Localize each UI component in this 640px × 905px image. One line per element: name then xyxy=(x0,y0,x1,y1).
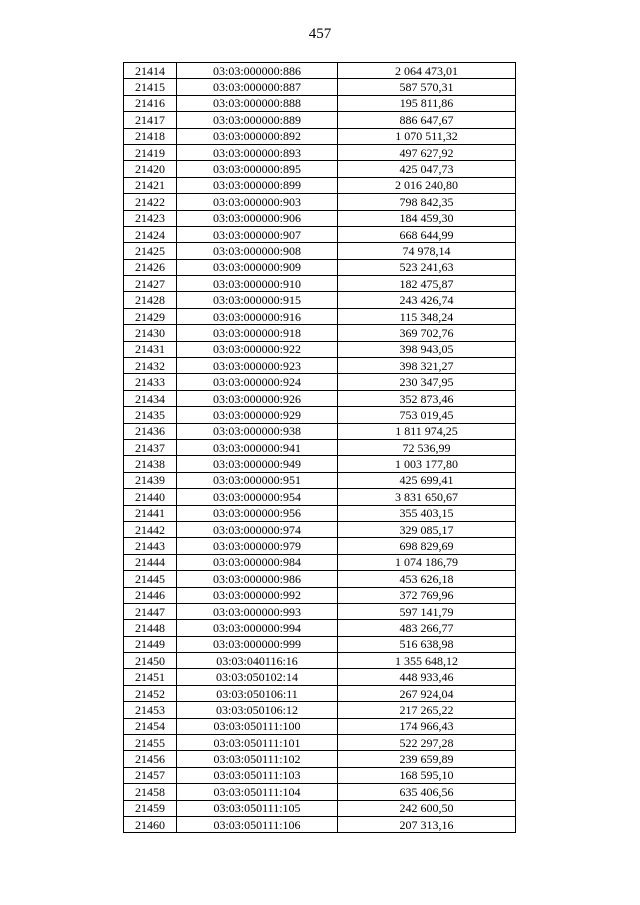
table-row xyxy=(124,194,516,210)
table-row xyxy=(124,636,516,652)
row-number-cell: 21459 xyxy=(124,800,177,816)
value-cell: 1 074 186,79 xyxy=(338,554,516,570)
table-row xyxy=(124,784,516,800)
value-cell: 74 978,14 xyxy=(338,243,516,259)
row-number-cell: 21458 xyxy=(124,784,177,800)
row-number-cell: 21444 xyxy=(124,554,177,570)
value-cell: 398 943,05 xyxy=(338,341,516,357)
value-cell: 242 600,50 xyxy=(338,800,516,816)
table-row xyxy=(124,472,516,488)
table-row xyxy=(124,161,516,177)
data-table xyxy=(123,62,516,833)
cadastral-number-cell: 03:03:000000:956 xyxy=(177,505,338,521)
row-number-cell: 21428 xyxy=(124,292,177,308)
cadastral-number-cell: 03:03:050111:105 xyxy=(177,800,338,816)
table-row xyxy=(124,816,516,832)
cadastral-number-cell: 03:03:050106:12 xyxy=(177,702,338,718)
table-row xyxy=(124,79,516,95)
value-cell: 230 347,95 xyxy=(338,374,516,390)
value-cell: 1 003 177,80 xyxy=(338,456,516,472)
table-row xyxy=(124,95,516,111)
value-cell: 72 536,99 xyxy=(338,439,516,455)
cadastral-number-cell: 03:03:000000:992 xyxy=(177,587,338,603)
cadastral-number-cell: 03:03:050111:102 xyxy=(177,751,338,767)
value-cell: 243 426,74 xyxy=(338,292,516,308)
table-row xyxy=(124,407,516,423)
table-row xyxy=(124,325,516,341)
cadastral-number-cell: 03:03:000000:999 xyxy=(177,636,338,652)
row-number-cell: 21426 xyxy=(124,259,177,275)
value-cell: 217 265,22 xyxy=(338,702,516,718)
cadastral-number-cell: 03:03:000000:899 xyxy=(177,177,338,193)
table-row xyxy=(124,243,516,259)
row-number-cell: 21441 xyxy=(124,505,177,521)
cadastral-number-cell: 03:03:000000:908 xyxy=(177,243,338,259)
value-cell: 182 475,87 xyxy=(338,276,516,292)
table-row xyxy=(124,554,516,570)
value-cell: 3 831 650,67 xyxy=(338,489,516,505)
value-cell: 587 570,31 xyxy=(338,79,516,95)
cadastral-number-cell: 03:03:000000:892 xyxy=(177,128,338,144)
cadastral-number-cell: 03:03:000000:954 xyxy=(177,489,338,505)
value-cell: 886 647,67 xyxy=(338,112,516,128)
value-cell: 2 016 240,80 xyxy=(338,177,516,193)
cadastral-number-cell: 03:03:000000:916 xyxy=(177,308,338,324)
value-cell: 2 064 473,01 xyxy=(338,63,516,79)
cadastral-number-cell: 03:03:050106:11 xyxy=(177,685,338,701)
value-cell: 398 321,27 xyxy=(338,358,516,374)
cadastral-number-cell: 03:03:000000:994 xyxy=(177,620,338,636)
row-number-cell: 21423 xyxy=(124,210,177,226)
row-number-cell: 21434 xyxy=(124,390,177,406)
cadastral-number-cell: 03:03:050111:104 xyxy=(177,784,338,800)
cadastral-number-cell: 03:03:050111:106 xyxy=(177,816,338,832)
table-row xyxy=(124,603,516,619)
row-number-cell: 21437 xyxy=(124,439,177,455)
row-number-cell: 21454 xyxy=(124,718,177,734)
cadastral-number-cell: 03:03:000000:951 xyxy=(177,472,338,488)
row-number-cell: 21429 xyxy=(124,308,177,324)
table-row xyxy=(124,489,516,505)
value-cell: 483 266,77 xyxy=(338,620,516,636)
value-cell: 798 842,35 xyxy=(338,194,516,210)
table-row xyxy=(124,292,516,308)
row-number-cell: 21415 xyxy=(124,79,177,95)
page-number: 457 xyxy=(308,26,332,42)
table-row xyxy=(124,669,516,685)
table-body xyxy=(124,63,516,833)
row-number-cell: 21452 xyxy=(124,685,177,701)
value-cell: 497 627,92 xyxy=(338,144,516,160)
value-cell: 635 406,56 xyxy=(338,784,516,800)
cadastral-number-cell: 03:03:050111:103 xyxy=(177,767,338,783)
row-number-cell: 21455 xyxy=(124,735,177,751)
table-row xyxy=(124,505,516,521)
row-number-cell: 21447 xyxy=(124,603,177,619)
table-row xyxy=(124,587,516,603)
cadastral-number-cell: 03:03:000000:886 xyxy=(177,63,338,79)
row-number-cell: 21421 xyxy=(124,177,177,193)
value-cell: 522 297,28 xyxy=(338,735,516,751)
table-row xyxy=(124,177,516,193)
cadastral-number-cell: 03:03:050111:101 xyxy=(177,735,338,751)
row-number-cell: 21436 xyxy=(124,423,177,439)
cadastral-number-cell: 03:03:000000:923 xyxy=(177,358,338,374)
cadastral-number-cell: 03:03:000000:918 xyxy=(177,325,338,341)
value-cell: 195 811,86 xyxy=(338,95,516,111)
row-number-cell: 21424 xyxy=(124,226,177,242)
cadastral-number-cell: 03:03:000000:922 xyxy=(177,341,338,357)
row-number-cell: 21450 xyxy=(124,653,177,669)
cadastral-number-cell: 03:03:000000:941 xyxy=(177,439,338,455)
table-row xyxy=(124,358,516,374)
table-row xyxy=(124,521,516,537)
value-cell: 369 702,76 xyxy=(338,325,516,341)
value-cell: 698 829,69 xyxy=(338,538,516,554)
row-number-cell: 21451 xyxy=(124,669,177,685)
row-number-cell: 21449 xyxy=(124,636,177,652)
table-row xyxy=(124,653,516,669)
value-cell: 329 085,17 xyxy=(338,521,516,537)
row-number-cell: 21427 xyxy=(124,276,177,292)
cadastral-number-cell: 03:03:000000:974 xyxy=(177,521,338,537)
row-number-cell: 21432 xyxy=(124,358,177,374)
table-row xyxy=(124,226,516,242)
row-number-cell: 21417 xyxy=(124,112,177,128)
table-row xyxy=(124,112,516,128)
cadastral-number-cell: 03:03:050111:100 xyxy=(177,718,338,734)
cadastral-number-cell: 03:03:000000:949 xyxy=(177,456,338,472)
row-number-cell: 21442 xyxy=(124,521,177,537)
table-row xyxy=(124,800,516,816)
table-row xyxy=(124,685,516,701)
table-row xyxy=(124,210,516,226)
value-cell: 753 019,45 xyxy=(338,407,516,423)
value-cell: 1 070 511,32 xyxy=(338,128,516,144)
cadastral-number-cell: 03:03:000000:907 xyxy=(177,226,338,242)
value-cell: 355 403,15 xyxy=(338,505,516,521)
value-cell: 267 924,04 xyxy=(338,685,516,701)
cadastral-number-cell: 03:03:000000:909 xyxy=(177,259,338,275)
value-cell: 1 811 974,25 xyxy=(338,423,516,439)
value-cell: 184 459,30 xyxy=(338,210,516,226)
table-row xyxy=(124,259,516,275)
row-number-cell: 21435 xyxy=(124,407,177,423)
table-row xyxy=(124,439,516,455)
value-cell: 372 769,96 xyxy=(338,587,516,603)
row-number-cell: 21453 xyxy=(124,702,177,718)
row-number-cell: 21416 xyxy=(124,95,177,111)
row-number-cell: 21419 xyxy=(124,144,177,160)
row-number-cell: 21456 xyxy=(124,751,177,767)
row-number-cell: 21425 xyxy=(124,243,177,259)
cadastral-number-cell: 03:03:000000:915 xyxy=(177,292,338,308)
value-cell: 453 626,18 xyxy=(338,571,516,587)
cadastral-number-cell: 03:03:000000:903 xyxy=(177,194,338,210)
row-number-cell: 21431 xyxy=(124,341,177,357)
table-row xyxy=(124,276,516,292)
row-number-cell: 21420 xyxy=(124,161,177,177)
cadastral-number-cell: 03:03:000000:924 xyxy=(177,374,338,390)
row-number-cell: 21457 xyxy=(124,767,177,783)
row-number-cell: 21439 xyxy=(124,472,177,488)
row-number-cell: 21430 xyxy=(124,325,177,341)
table-row xyxy=(124,767,516,783)
cadastral-number-cell: 03:03:000000:889 xyxy=(177,112,338,128)
table-row xyxy=(124,538,516,554)
cadastral-number-cell: 03:03:000000:895 xyxy=(177,161,338,177)
cadastral-number-cell: 03:03:000000:888 xyxy=(177,95,338,111)
cadastral-number-cell: 03:03:000000:893 xyxy=(177,144,338,160)
value-cell: 174 966,43 xyxy=(338,718,516,734)
value-cell: 523 241,63 xyxy=(338,259,516,275)
cadastral-number-cell: 03:03:000000:887 xyxy=(177,79,338,95)
table-row xyxy=(124,63,516,79)
row-number-cell: 21445 xyxy=(124,571,177,587)
table-row xyxy=(124,308,516,324)
table-row xyxy=(124,341,516,357)
row-number-cell: 21422 xyxy=(124,194,177,210)
cadastral-number-cell: 03:03:000000:906 xyxy=(177,210,338,226)
value-cell: 668 644,99 xyxy=(338,226,516,242)
value-cell: 516 638,98 xyxy=(338,636,516,652)
cadastral-number-cell: 03:03:000000:938 xyxy=(177,423,338,439)
row-number-cell: 21460 xyxy=(124,816,177,832)
value-cell: 1 355 648,12 xyxy=(338,653,516,669)
value-cell: 352 873,46 xyxy=(338,390,516,406)
value-cell: 425 047,73 xyxy=(338,161,516,177)
cadastral-number-cell: 03:03:000000:929 xyxy=(177,407,338,423)
table-row xyxy=(124,751,516,767)
table-row xyxy=(124,128,516,144)
row-number-cell: 21443 xyxy=(124,538,177,554)
cadastral-number-cell: 03:03:000000:993 xyxy=(177,603,338,619)
cadastral-number-cell: 03:03:000000:984 xyxy=(177,554,338,570)
value-cell: 168 595,10 xyxy=(338,767,516,783)
row-number-cell: 21448 xyxy=(124,620,177,636)
cadastral-number-cell: 03:03:050102:14 xyxy=(177,669,338,685)
value-cell: 115 348,24 xyxy=(338,308,516,324)
table-row xyxy=(124,735,516,751)
cadastral-number-cell: 03:03:000000:926 xyxy=(177,390,338,406)
table-row xyxy=(124,390,516,406)
cadastral-number-cell: 03:03:040116:16 xyxy=(177,653,338,669)
value-cell: 425 699,41 xyxy=(338,472,516,488)
row-number-cell: 21446 xyxy=(124,587,177,603)
value-cell: 448 933,46 xyxy=(338,669,516,685)
table-row xyxy=(124,423,516,439)
cadastral-number-cell: 03:03:000000:979 xyxy=(177,538,338,554)
table-row xyxy=(124,456,516,472)
table-row xyxy=(124,702,516,718)
table-row xyxy=(124,144,516,160)
table-row xyxy=(124,571,516,587)
cadastral-number-cell: 03:03:000000:910 xyxy=(177,276,338,292)
row-number-cell: 21440 xyxy=(124,489,177,505)
cadastral-number-cell: 03:03:000000:986 xyxy=(177,571,338,587)
value-cell: 239 659,89 xyxy=(338,751,516,767)
row-number-cell: 21414 xyxy=(124,63,177,79)
row-number-cell: 21438 xyxy=(124,456,177,472)
row-number-cell: 21418 xyxy=(124,128,177,144)
value-cell: 597 141,79 xyxy=(338,603,516,619)
table-row xyxy=(124,374,516,390)
table-row xyxy=(124,620,516,636)
table-row xyxy=(124,718,516,734)
value-cell: 207 313,16 xyxy=(338,816,516,832)
row-number-cell: 21433 xyxy=(124,374,177,390)
